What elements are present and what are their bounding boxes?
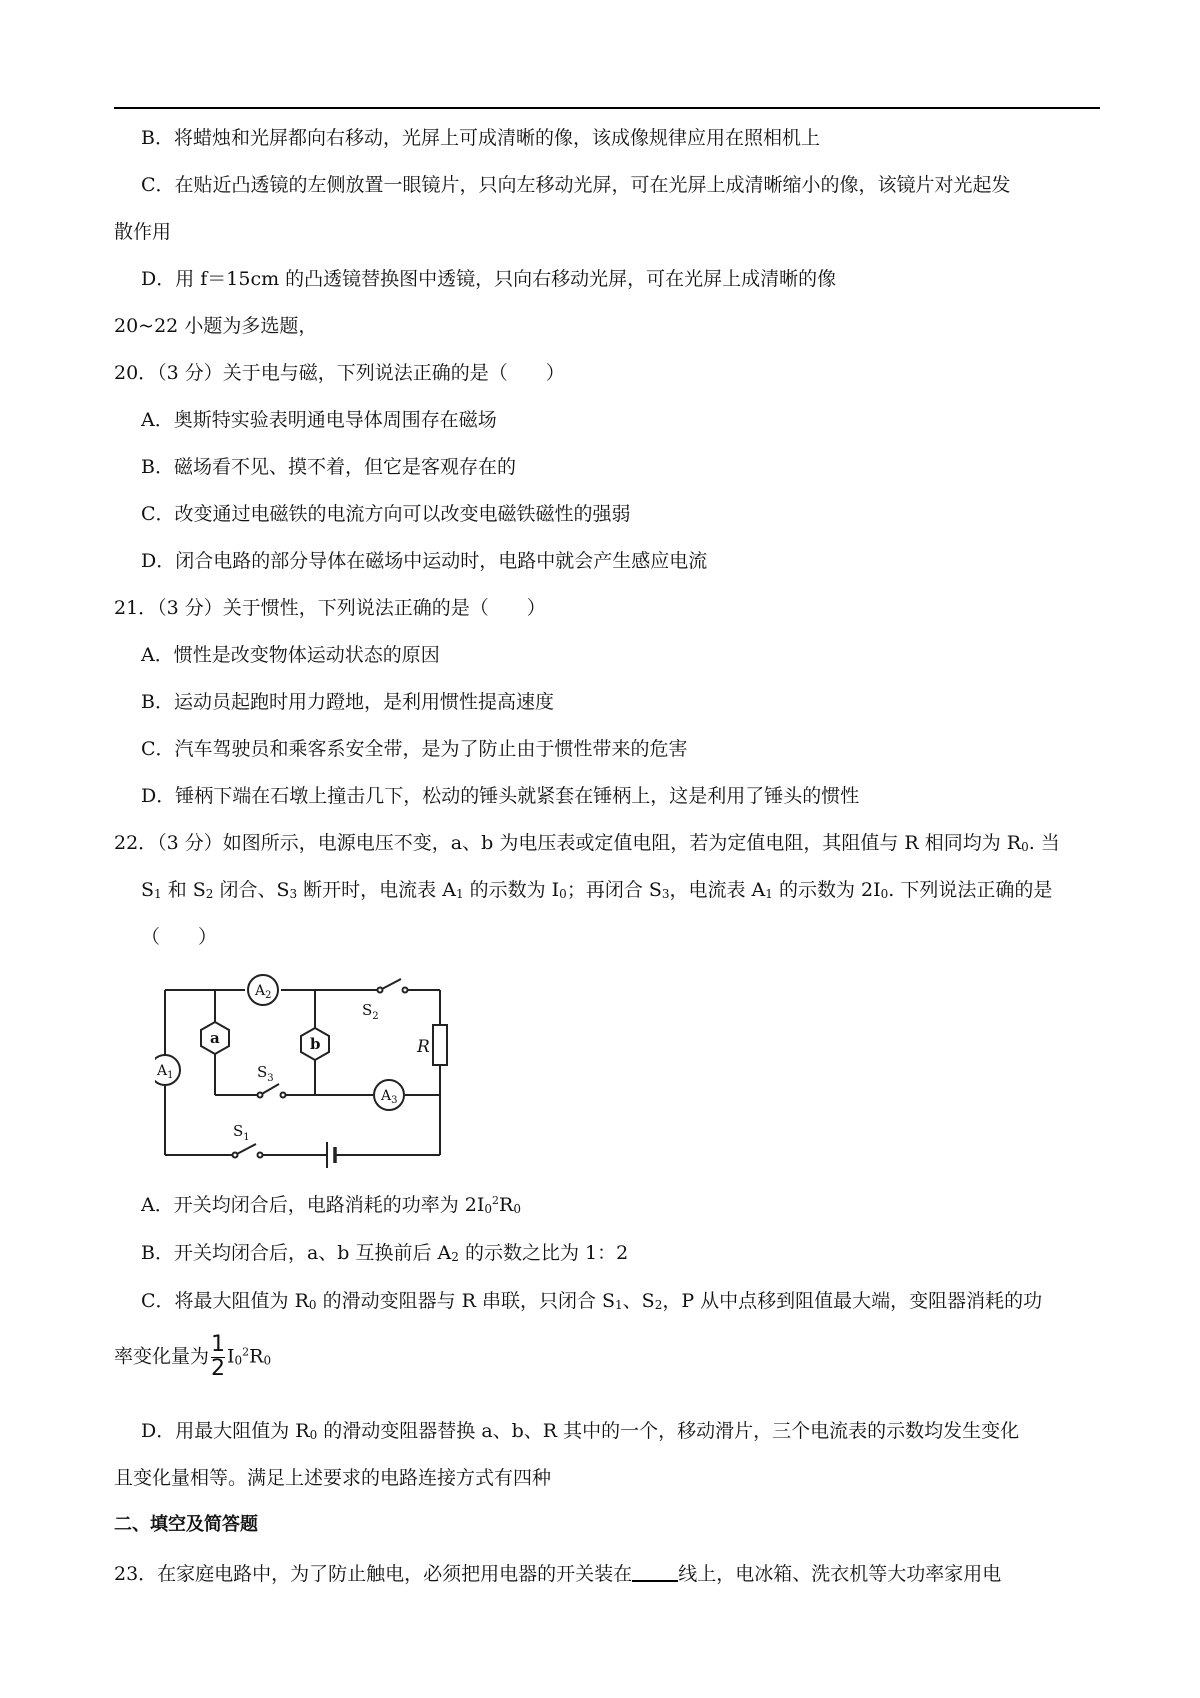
q22-stem-line2: $S_1$ 和 $S_2$ 闭合、$S_3$ 断开时，电流表 $A_1$ 的示数为 $I_0$；再闭合 $S_3$，电流表 $A_1$ 的示数为 $2I_0$. 下列说法正确的是 (141, 879, 1053, 901)
q23-stem: 23．在家庭电路中，为了防止触电，必须把用电器的开关装在 线上，电冰箱、洗衣机等大功率家用电 (114, 1560, 1001, 1587)
q22-option-c-line1: C．将最大阻值为 $R_0$ 的滑动变阻器与 R 串联，只闭合 $S_1$、$S_2$，P 从中点移到阻值最大端，变阻器消耗的功 (141, 1290, 1043, 1312)
header-rule (114, 107, 1100, 109)
svg-text:A3: $A_3$ (381, 1088, 398, 1106)
q22-stem-line1: 22．（3 分）如图所示，电源电压不变，a、b 为电压表或定值电阻，若为定值电阻，其阻值与 R 相同均为 $R_0$. 当 (114, 832, 1060, 854)
q21-stem: 21．（3 分）关于惯性，下列说法正确的是（ ） (114, 597, 546, 619)
q21-option-b: B．运动员起跑时用力蹬地，是利用惯性提高速度 (141, 691, 554, 713)
q20-option-a: A．奥斯特实验表明通电导体周围存在磁场 (141, 409, 497, 431)
q19-option-b: B．将蜡烛和光屏都向右移动，光屏上可成清晰的像，该成像规律应用在照相机上 (141, 127, 820, 149)
q20-option-d: D．闭合电路的部分导体在磁场中运动时，电路中就会产生感应电流 (141, 550, 708, 572)
multi-choice-note: 20~22 小题为多选题， (114, 315, 318, 337)
svg-text:S1: $S_1$ (233, 1122, 250, 1143)
q19-option-c-line2: 散作用 (114, 221, 172, 243)
q22-stem-line3: （ ） (141, 926, 218, 948)
svg-text:A1: $A_1$ (157, 1063, 174, 1081)
svg-text:S2: $S_2$ (362, 1001, 379, 1022)
q21-option-a: A．惯性是改变物体运动状态的原因 (141, 644, 440, 666)
q19-option-c-line1: C．在贴近凸透镜的左侧放置一眼镜片，只向左移动光屏，可在光屏上成清晰缩小的像，该镜片对光起发 (141, 174, 1011, 196)
resistor-r (433, 1025, 447, 1065)
svg-text:S3: $S_3$ (257, 1063, 274, 1084)
svg-text:b: b (310, 1035, 321, 1053)
answer-blank[interactable] (632, 1560, 678, 1582)
q20-stem: 20．（3 分）关于电与磁，下列说法正确的是（ ） (114, 362, 565, 384)
circuit-diagram (155, 970, 465, 1170)
s1-switch-blade (235, 1144, 256, 1155)
svg-text:a: a (210, 1029, 220, 1047)
q22-option-d-line2: 且变化量相等。满足上述要求的电路连接方式有四种 (114, 1467, 552, 1489)
q22-option-c-line2: 率变化量为 $\frac{1}{2}$ $I_0^2R_0$ (114, 1332, 272, 1381)
section-two-heading: 二、填空及简答题 (114, 1514, 258, 1535)
q22-option-b: B．开关均闭合后，a、b 互换前后 $A_2$ 的示数之比为 1：2 (141, 1242, 629, 1264)
svg-text:A2: $A_2$ (255, 983, 272, 1001)
q21-option-d: D．锤柄下端在石墩上撞击几下，松动的锤头就紧套在锤柄上，这是利用了锤头的惯性 (141, 785, 860, 807)
q20-option-b: B．磁场看不见、摸不着，但它是客观存在的 (141, 456, 516, 478)
q19-option-d: D．用 f＝15cm 的凸透镜替换图中透镜，只向右移动光屏，可在光屏上成清晰的像 (141, 268, 837, 290)
q20-option-c: C．改变通过电磁铁的电流方向可以改变电磁铁磁性的强弱 (141, 503, 631, 525)
fraction-one-half: $\frac{1}{2}$ (211, 1332, 226, 1381)
q22-option-a: A．开关均闭合后，电路消耗的功率为 $2I_0^2R_0$ (141, 1194, 521, 1216)
q22-option-d-line1: D．用最大阻值为 $R_0$ 的滑动变阻器替换 a、b、R 其中的一个，移动滑片，三个电流表的示数均发生变化 (141, 1420, 1020, 1442)
q21-option-c: C．汽车驾驶员和乘客系安全带，是为了防止由于惯性带来的危害 (141, 738, 688, 760)
s2-switch-blade (380, 979, 401, 990)
svg-text:R: R (417, 1037, 430, 1057)
